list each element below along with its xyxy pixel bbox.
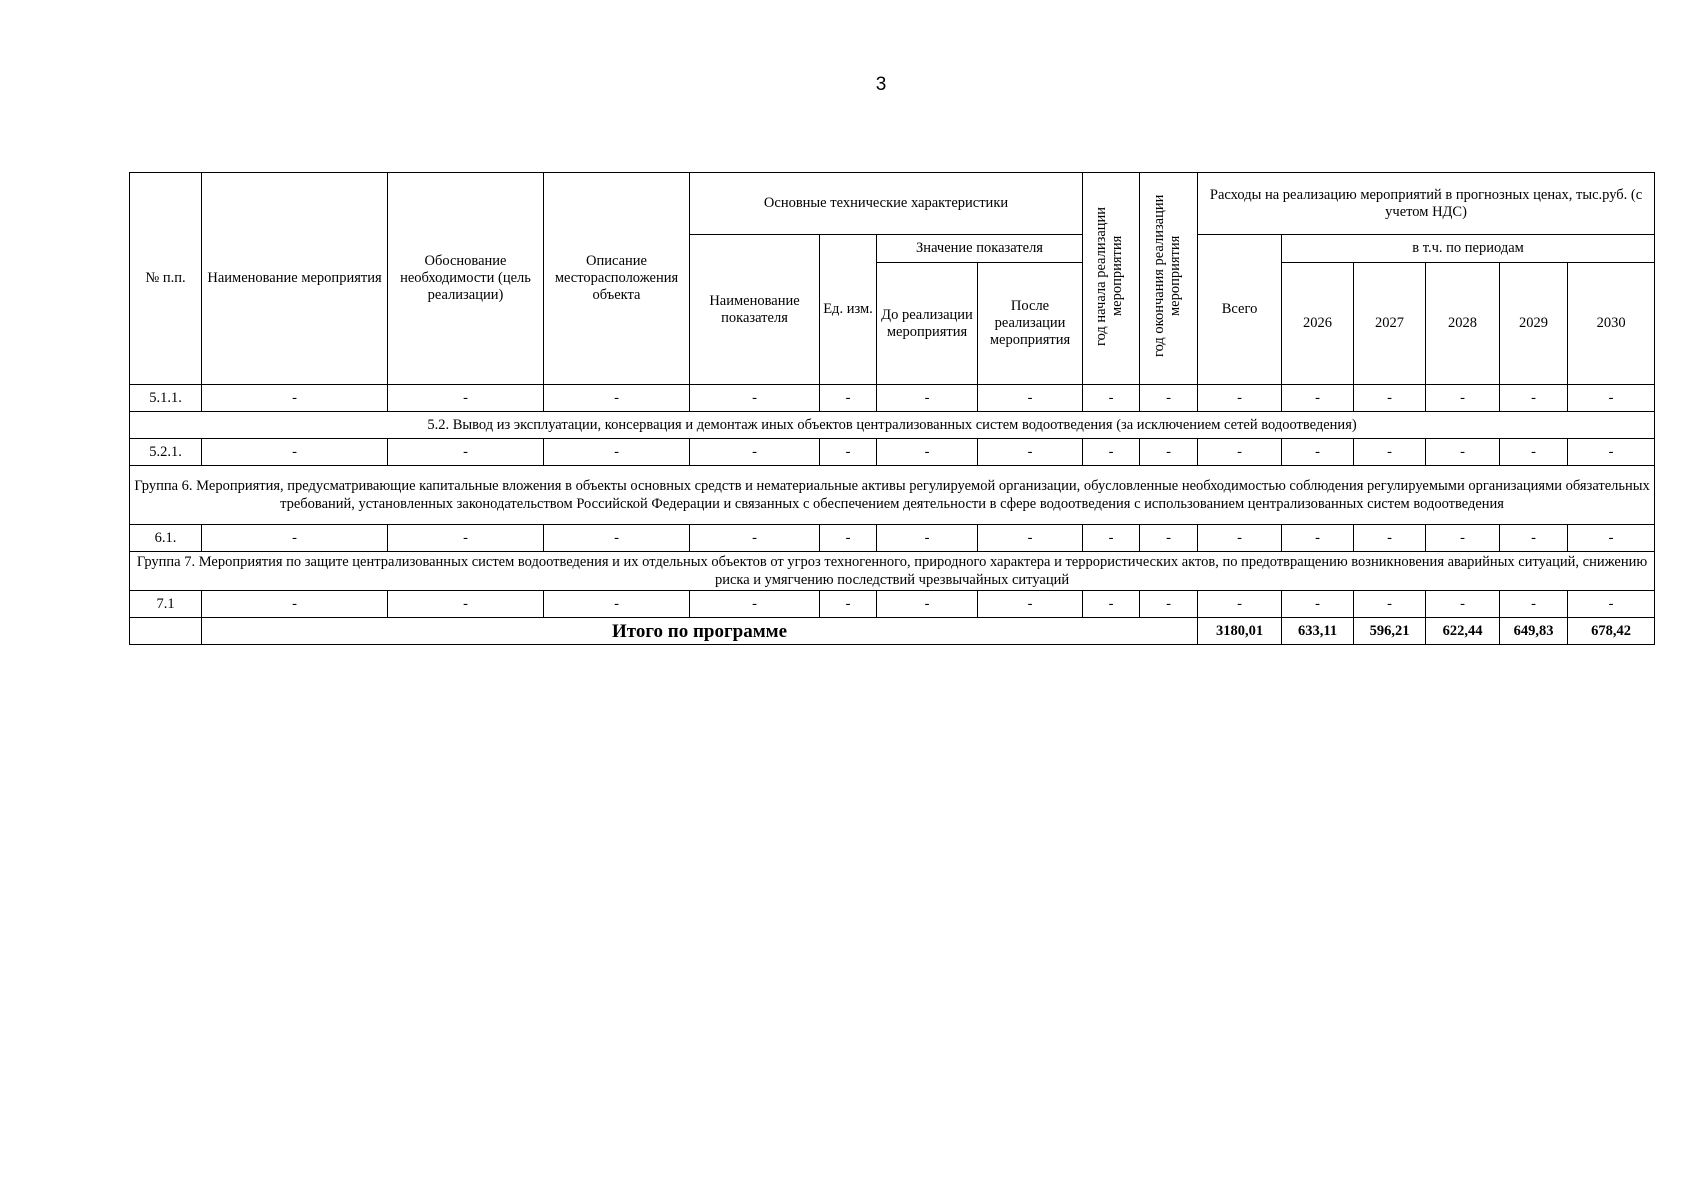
total-row [130,618,1655,645]
total-2026: 633,11 [1282,618,1354,645]
cell: - [202,591,388,618]
cell: - [690,525,820,552]
cell: - [1282,591,1354,618]
cell: - [1354,439,1426,466]
header-year-end [1140,173,1198,385]
header-num: № п.п. [130,173,202,385]
cell: - [877,439,978,466]
cell: - [1426,591,1500,618]
total-all: 3180,01 [1198,618,1282,645]
cell: - [1083,439,1140,466]
total-2030: 678,42 [1568,618,1655,645]
cell: - [690,591,820,618]
total-empty-cell [130,618,202,645]
cell: - [820,439,877,466]
header-justification: Обоснование необходимости (цель реализации) [388,173,544,385]
cell: - [202,439,388,466]
header-year-2030: 2030 [1568,263,1655,385]
cell: - [1568,385,1655,412]
group-7: Группа 7. Мероприятия по защите централизованных систем водоотведения и их отдельных объектов от угроз техногенного, природного характера и террористических актов, по предотвращению возникновения аварийных ситуаций, снижению риска и умягчению последствий чрезвычайных ситуаций [130,552,1655,591]
header-indicator-value: Значение показателя [877,235,1083,263]
cell: - [1568,525,1655,552]
cell: - [1426,385,1500,412]
cell: - [978,385,1083,412]
cell: - [1354,525,1426,552]
header-year-2027: 2027 [1354,263,1426,385]
header-year-start [1083,173,1140,385]
cell: - [1198,525,1282,552]
cell: - [877,591,978,618]
cell: - [1500,385,1568,412]
cell: - [1140,385,1198,412]
cell: - [544,591,690,618]
group-6: Группа 6. Мероприятия, предусматривающие капитальные вложения в объекты основных средств и нематериальные активы регулируемой организации, обусловленные необходимостью соблюдения регулируемыми организациями обязательных требований, установленных законодательством Российской Федерации и связанных с обеспечением деятельности в сфере водоотведения с использованием централизованных систем водоотведения [130,466,1655,525]
row-num: 5.1.1. [130,385,202,412]
cell: - [1198,385,1282,412]
cell: - [544,525,690,552]
cell: - [388,591,544,618]
section-row [130,552,1655,591]
header-tech-characteristics: Основные технические характеристики [690,173,1083,235]
header-year-2028: 2028 [1426,263,1500,385]
cell: - [877,385,978,412]
cell: - [1282,439,1354,466]
cell: - [1198,591,1282,618]
cell: - [1198,439,1282,466]
header-indicator-name: Наименование показателя [690,235,820,385]
cell: - [544,439,690,466]
cell: - [1140,525,1198,552]
cell: - [820,525,877,552]
section-row [130,466,1655,525]
investment-program-table [129,172,1655,645]
cell: - [1568,439,1655,466]
cell: - [1282,525,1354,552]
cell: - [1140,591,1198,618]
header-year-start-text: год начала реализации мероприятия [1093,206,1126,346]
cell: - [1426,439,1500,466]
table-row [130,385,1655,412]
cell: - [820,591,877,618]
cell: - [820,385,877,412]
cell: - [388,525,544,552]
page-number: 3 [875,74,887,95]
header-year-2029: 2029 [1500,263,1568,385]
row-num: 6.1. [130,525,202,552]
section-row [130,412,1655,439]
table-row [130,439,1655,466]
header-event-name: Наименование мероприятия [202,173,388,385]
row-num: 7.1 [130,591,202,618]
row-num: 5.2.1. [130,439,202,466]
cell: - [978,591,1083,618]
cell: - [1282,385,1354,412]
header-periods: в т.ч. по периодам [1282,235,1655,263]
total-2027: 596,21 [1354,618,1426,645]
cell: - [690,385,820,412]
total-label: Итого по программе [202,618,1198,645]
cell: - [1568,591,1655,618]
cell: - [388,439,544,466]
cell: - [388,385,544,412]
cell: - [1500,439,1568,466]
cell: - [1083,525,1140,552]
header-year-end-text: год окончания реализации мероприятия [1150,194,1183,358]
total-2029: 649,83 [1500,618,1568,645]
section-5-2: 5.2. Вывод из эксплуатации, консервация и демонтаж иных объектов централизованных систем водоотведения (за исключением сетей водоотведения) [130,412,1655,439]
cell: - [202,525,388,552]
cell: - [978,439,1083,466]
header-after: После реализации мероприятия [978,263,1083,385]
header-row-1 [130,173,1655,235]
cell: - [1140,439,1198,466]
cell: - [877,525,978,552]
cell: - [1083,591,1140,618]
cell: - [1500,591,1568,618]
header-unit: Ед. изм. [820,235,877,385]
total-2028: 622,44 [1426,618,1500,645]
cell: - [202,385,388,412]
cell: - [544,385,690,412]
header-expenses: Расходы на реализацию мероприятий в прогнозных ценах, тыс.руб. (с учетом НДС) [1198,173,1655,235]
header-year-2026: 2026 [1282,263,1354,385]
cell: - [1083,385,1140,412]
header-before: До реализации мероприятия [877,263,978,385]
cell: - [1354,385,1426,412]
cell: - [978,525,1083,552]
cell: - [1500,525,1568,552]
table-row [130,591,1655,618]
cell: - [690,439,820,466]
header-total: Всего [1198,235,1282,385]
cell: - [1426,525,1500,552]
cell: - [1354,591,1426,618]
header-location: Описание месторасположения объекта [544,173,690,385]
table-row [130,525,1655,552]
